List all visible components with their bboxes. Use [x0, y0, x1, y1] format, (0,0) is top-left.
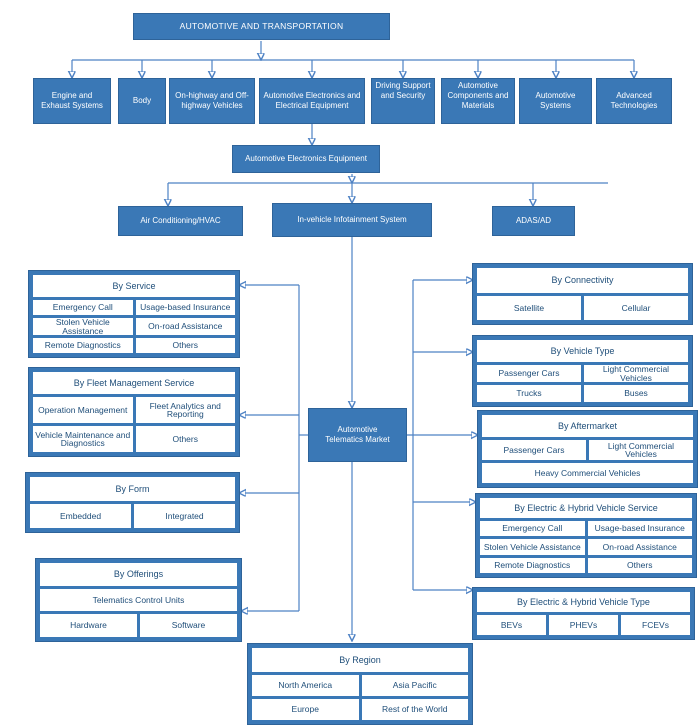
segment-cell: North America [252, 675, 359, 696]
group-by-offerings [35, 558, 242, 642]
segment-cell: Passenger Cars [477, 365, 581, 382]
segment-cell: Vehicle Maintenance and Diagnostics [33, 426, 133, 452]
group-by-fleet-management-service [28, 367, 240, 457]
segment-cell: Stolen Vehicle Assistance [33, 318, 133, 335]
group-by-electric-hybrid-vehicle-type [472, 587, 695, 640]
segment-cell: Asia Pacific [362, 675, 469, 696]
segment-cell: Remote Diagnostics [480, 558, 585, 573]
segment-cell: Operation Management [33, 397, 133, 423]
segment-cell: Cellular [584, 296, 688, 321]
segment-cell: Stolen Vehicle Assistance [480, 539, 585, 554]
node-in-vehicle-infotainment-system: In-vehicle Infotainment System [272, 203, 432, 237]
node-engine-and-exhaust-systems: Engine and Exhaust Systems [33, 78, 111, 124]
group-by-connectivity [472, 263, 693, 325]
segment-cell: Rest of the World [362, 699, 469, 720]
node-on-highway-off-highway-vehicles: On-highway and Off-highway Vehicles [169, 78, 255, 124]
right-branch-connectors [407, 280, 472, 590]
group-by-electric-hybrid-vehicle-service [475, 493, 697, 578]
node-driving-support-and-security: Driving Support and Security [371, 78, 435, 124]
node-automotive-systems: Automotive Systems [519, 78, 592, 124]
segment-cell: Europe [252, 699, 359, 720]
node-automotive-electronics-equipment: Automotive Electronics Equipment [232, 145, 380, 173]
segment-cell: Usage-based Insurance [588, 521, 693, 536]
segment-cell: Heavy Commercial Vehicles [482, 463, 693, 483]
segment-cell: Fleet Analytics and Reporting [136, 397, 236, 423]
segment-cell: Emergency Call [480, 521, 585, 536]
group-title: By Electric & Hybrid Vehicle Type [477, 592, 690, 612]
segment-cell: PHEVs [549, 615, 618, 635]
group-title: By Region [252, 648, 468, 672]
segment-cell: Trucks [477, 385, 581, 402]
group-by-vehicle-type [472, 335, 693, 407]
node-automotive-and-transportation: AUTOMOTIVE AND TRANSPORTATION [133, 13, 390, 40]
segment-cell: Usage-based Insurance [136, 300, 236, 315]
segment-cell: Integrated [134, 504, 235, 528]
segment-cell: Others [588, 558, 693, 573]
top-tree-connectors [72, 41, 634, 72]
node-automotive-electronics-electrical-equipment: Automotive Electronics and Electrical Equipment [259, 78, 365, 124]
segment-cell: BEVs [477, 615, 546, 635]
left-branch-connectors [245, 285, 299, 611]
group-title: By Service [33, 275, 235, 297]
segment-cell: Others [136, 338, 236, 353]
segment-cell: Satellite [477, 296, 581, 321]
group-title: By Form [30, 477, 235, 501]
segment-cell: Embedded [30, 504, 131, 528]
node-body: Body [118, 78, 166, 124]
segment-cell: Telematics Control Units [40, 589, 237, 612]
node-air-conditioning-hvac: Air Conditioning/HVAC [118, 206, 243, 236]
group-title: By Vehicle Type [477, 340, 688, 362]
segment-cell: Remote Diagnostics [33, 338, 133, 353]
segment-cell: Software [140, 614, 237, 637]
node-adas-ad: ADAS/AD [492, 206, 575, 236]
group-by-aftermarket [477, 410, 698, 488]
segment-cell: FCEVs [621, 615, 690, 635]
node-advanced-technologies: Advanced Technologies [596, 78, 672, 124]
node-automotive-telematics-market: Automotive Telematics Market [308, 408, 407, 462]
segment-cell: Passenger Cars [482, 440, 586, 460]
segment-cell: Light Commercial Vehicles [589, 440, 693, 460]
segment-cell: Emergency Call [33, 300, 133, 315]
group-title: By Fleet Management Service [33, 372, 235, 394]
segment-cell: Light Commercial Vehicles [584, 365, 688, 382]
group-by-service [28, 270, 240, 358]
group-title: By Electric & Hybrid Vehicle Service [480, 498, 692, 518]
group-by-form [25, 472, 240, 533]
segment-cell: On-road Assistance [136, 318, 236, 335]
segment-cell: Hardware [40, 614, 137, 637]
node-automotive-components-and-materials: Automotive Components and Materials [441, 78, 515, 124]
group-title: By Aftermarket [482, 415, 693, 437]
segment-cell: On-road Assistance [588, 539, 693, 554]
segment-cell: Buses [584, 385, 688, 402]
group-by-region [247, 643, 473, 725]
group-title: By Offerings [40, 563, 237, 586]
segment-cell: Others [136, 426, 236, 452]
group-title: By Connectivity [477, 268, 688, 293]
